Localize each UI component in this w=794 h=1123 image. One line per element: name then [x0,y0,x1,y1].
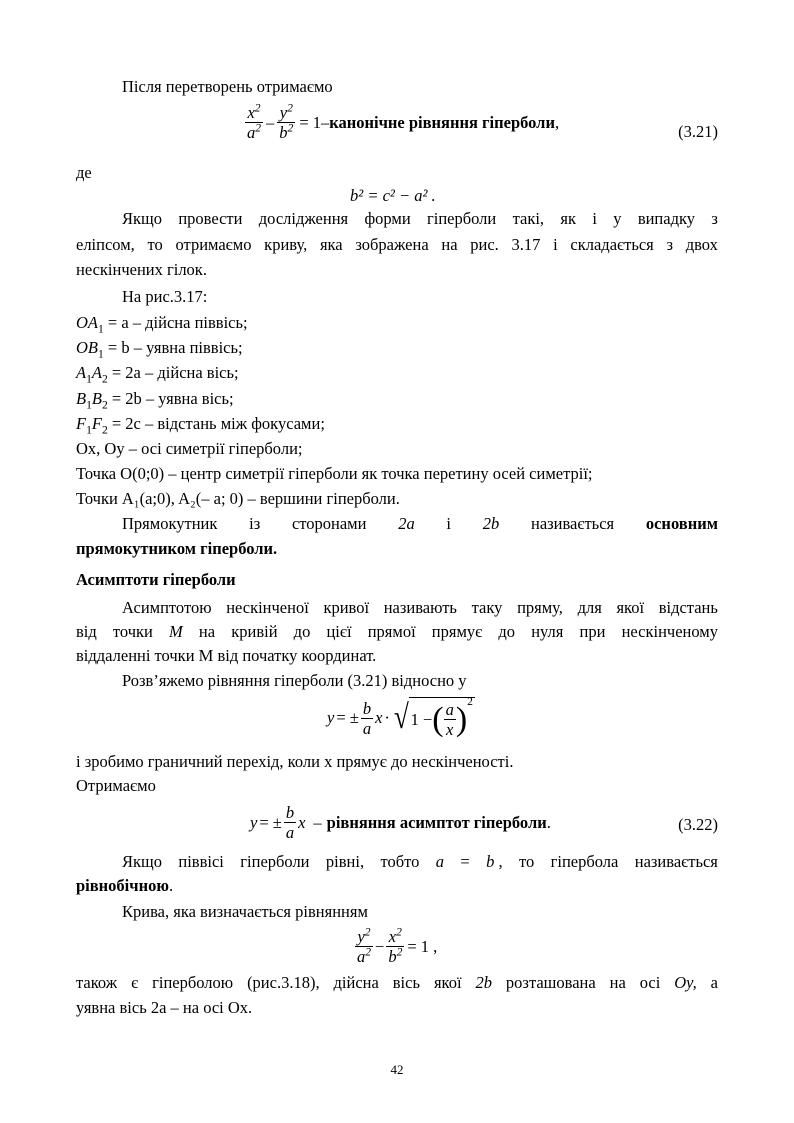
word: нескінченої [226,598,309,617]
paragraph-2-line-1 [122,209,718,229]
b1b2-symbol: B [76,389,87,408]
word: називається [634,852,718,871]
word: рівні, [325,852,365,871]
def-real-axis: $A_1A_2 = 2a$ – дійсна вісь; [76,363,239,386]
equation-3-21 [245,103,559,142]
word: M [169,622,183,641]
asymptote-equation-label: рівняння асимптот гіперболи [326,812,547,832]
equation-b2: b² = c² − a² . [350,186,436,205]
word: до [498,622,516,641]
word: і [592,209,597,228]
word: кривої [323,598,370,617]
paragraph-2-line-2 [76,235,718,255]
word: b , [486,852,503,871]
canonical-equation-label: канонічне рівняння гіперболи [329,112,555,132]
word: рис. [470,235,499,254]
paragraph-4-line-3: віддаленні точки M від початку координат. [76,646,377,665]
word: називають [383,598,457,617]
word: також [76,973,118,992]
comma: , [554,112,560,132]
word: гіперболи [240,852,310,871]
word: при [579,622,606,641]
word: Асимптотою [122,598,212,617]
paragraph-2-line-3: нескінчених гілок. [76,260,207,279]
fraction-y2-b2: $\frac{y^2}{b^2}$ [279,102,294,142]
word: якої [616,598,645,617]
section-heading [76,570,236,590]
def-vertices: Точки A₁(a;0), A₂(– a; 0) – вершини гіперболи. [76,489,400,508]
word: таку [471,598,503,617]
word: a [435,852,444,871]
b1b2-rest: = 2b – уявна вісь; [107,389,234,408]
oa-symbol: OA [76,313,98,332]
ob-symbol: OB [76,338,98,357]
paragraph-5: Розв’яжемо рівняння гіперболи (3.21) відносно y [122,671,467,690]
ob-rest: = b – уявна піввісь; [103,338,243,357]
word: відстань [658,598,718,617]
def-real-semiaxis: $OA_1 = a$ – дійсна піввісь; [76,313,248,336]
word: від [76,622,97,641]
word: зображена [355,235,429,254]
paragraph-8-line-1 [122,852,718,872]
word: прямої [367,622,416,641]
word: на [198,622,216,641]
word: дослідження [258,209,349,228]
period: . [168,876,174,895]
word: для [577,598,602,617]
square-root: √ 1 − ( $\frac{a}{x}$ ) 2 [393,696,473,739]
word: тобто [380,852,420,871]
word: Якщо [122,209,162,228]
paragraph-6: і зробимо граничний перехід, коли x прямує до нескінченості. [76,752,514,771]
equilateral-term: рівнобічною [76,876,169,895]
word: у [613,209,622,228]
oa-rest: = a – дійсна піввісь; [103,313,248,332]
page-number: 42 [390,1062,404,1077]
word: криву, [264,235,308,254]
paragraph-10-line-2: уявна вісь 2a – на осі Ox. [76,998,253,1017]
word: такі, [512,209,545,228]
paragraph-4-line-2 [76,622,718,642]
word: еліпсом, [76,235,135,254]
equals-one: = 1 [299,112,321,132]
word: вісь [392,973,420,992]
equation-root: y = ± $\frac{b}{a}$ x · √ 1 − ( $\frac{a}{x}$ ) 2 [327,696,473,739]
f1f2-rest: = 2c – відстань між фокусами; [107,414,325,433]
word: дійсна [333,973,379,992]
equation-conjugate: $\frac{y^2}{a^2}$ − $\frac{x^2}{b^2}$ = 1 , [357,926,438,966]
word: із [249,514,261,533]
word: провести [178,209,243,228]
word: яка [319,235,343,254]
word: якої [433,973,462,992]
word: двох [685,235,718,254]
word: 3.17 [511,235,541,254]
word: з [666,235,674,254]
def-center: Точка O(0;0) – центр симетрії гіперболи як точка перетину осей симетрії; [76,464,593,483]
paragraph-9: Крива, яка визначається рівнянням [122,902,368,921]
intro-line: Після перетворень отримаємо [122,77,333,96]
word: піввісі [178,852,224,871]
word: гіперболи [427,209,497,228]
word: складається [570,235,654,254]
dash: – [321,112,330,132]
word: гіпербола [550,852,619,871]
word: кривій [231,622,278,641]
word: форми [364,209,411,228]
f1f2-symbol: F [76,414,87,433]
word: (рис.3.18), [247,973,320,992]
def-symmetry-axes: Ox, Oy – осі симетрії гіперболи; [76,439,303,458]
word: з [711,209,718,228]
word: = [460,852,470,871]
word: на [441,235,458,254]
equation-number-3-22: (3.22) [678,815,718,834]
word: до [293,622,311,641]
word: отримаємо [175,235,252,254]
word: гіперболою [152,973,234,992]
def-imaginary-axis: $B_1B_2 = 2b$ – уявна вісь; [76,389,234,412]
word: і [553,235,558,254]
word: розташована [505,973,596,992]
a1a2-rest: = 2a – дійсна вісь; [107,363,239,382]
word: називається [530,514,615,533]
word: є [131,973,139,992]
word: на [609,973,626,992]
a1a2-symbol: A [76,363,87,382]
word: Якщо [122,852,162,871]
equation-3-22: y = ± $\frac{b}{a}$ x – рівняння асимптот гіперболи . [250,803,551,842]
bold-term: основним [645,514,718,533]
figure-intro: На рис.3.17: [122,287,208,306]
where-word: де [76,163,92,182]
word: нескінченому [621,622,718,641]
basic-rectangle-term: прямокутником гіперболи. [76,539,278,558]
word: цієї [326,622,352,641]
paragraph-3-line-1 [122,514,718,534]
word: нуля [531,622,564,641]
word: Прямокутник [122,514,218,533]
word: осі [639,973,661,992]
word: Oy, [674,973,697,992]
word: випадку [637,209,696,228]
paragraph-10-line-1 [76,973,718,993]
word: як [560,209,576,228]
def-focal-distance: $F_1F_2 = 2c$ – відстань між фокусами; [76,414,325,437]
word: прямує [431,622,483,641]
word: то [518,852,535,871]
word: 2b [475,973,492,992]
word: і [446,514,452,533]
paragraph-3-line-2 [76,539,277,559]
def-imaginary-semiaxis: $OB_1 = b$ – уявна піввісь; [76,338,243,361]
word: точки [112,622,153,641]
paragraph-4-line-1 [122,598,718,618]
word: пряму, [517,598,563,617]
word: а [710,973,718,992]
fraction-x2-a2: $\frac{x^2}{a^2}$ [247,102,262,142]
word: то [147,235,163,254]
heading-text: Асимптоти гіперболи [76,570,236,589]
word: 2a [398,514,415,533]
paragraph-7: Отримаємо [76,776,156,795]
minus-sign: – [266,112,275,132]
equation-number-3-21: (3.21) [678,122,718,141]
paragraph-8-line-2 [76,876,173,896]
word: сторонами [291,514,367,533]
word: 2b [482,514,500,533]
